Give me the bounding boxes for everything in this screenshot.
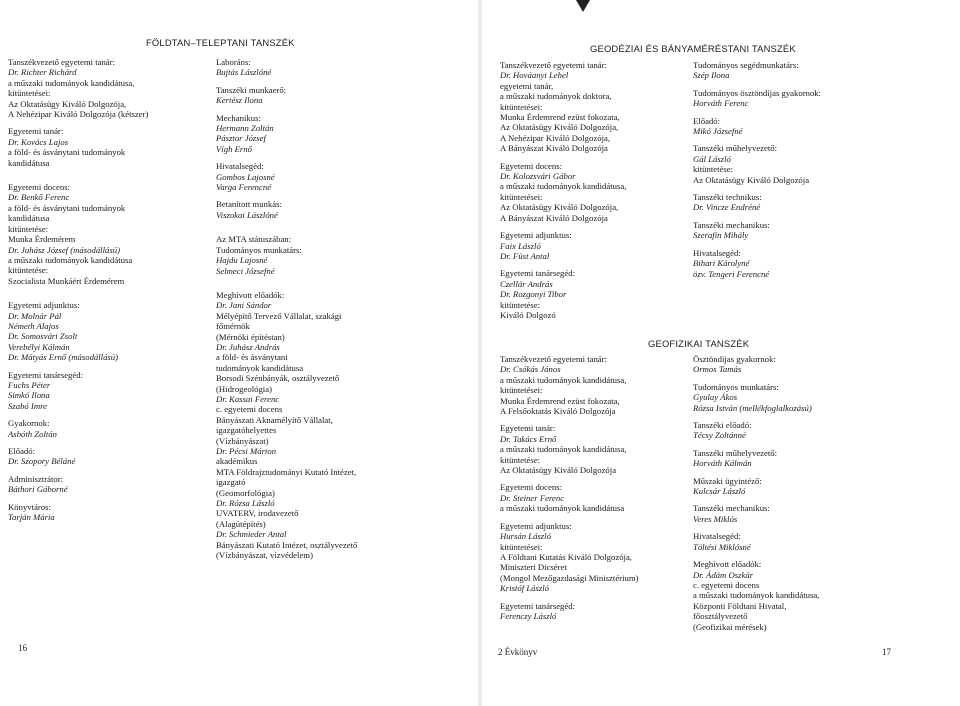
spacer xyxy=(500,223,626,230)
spacer xyxy=(8,467,148,474)
text-line: kandidátusa xyxy=(8,157,50,168)
text-line: kitüntetései: xyxy=(500,541,543,552)
text-line: (Mongol Mezőgazdasági Minisztérium) xyxy=(500,572,639,583)
spacer xyxy=(8,286,148,293)
text-line: Hivatalsegéd: xyxy=(216,161,264,172)
text-line: a föld- és ásványtani tudományok xyxy=(8,202,126,213)
text-line: Mélyépítő Tervező Vállalat, szakági xyxy=(216,310,342,321)
person-name: Dr. Hováanyi Lehel xyxy=(500,70,569,81)
text-line: Egyetemi tanársegéd: xyxy=(500,268,576,279)
person-name: Asbóth Zoltán xyxy=(8,428,57,439)
spacer xyxy=(216,276,357,283)
spacer xyxy=(500,416,638,423)
person-name: Técsy Zoltánné xyxy=(693,430,746,441)
person-name: Dr. Richter Richárd xyxy=(8,67,77,78)
text-line: kitüntetései: xyxy=(500,101,543,112)
spacer xyxy=(8,168,148,175)
text-line: A Bányászat Kiváló Dolgozója xyxy=(500,212,608,223)
text-line: Egyetemi docens: xyxy=(500,482,563,493)
person-name: Dr. Szopory Béláné xyxy=(8,456,76,467)
text-line: Tanszéki előadó: xyxy=(693,420,752,431)
text-line: A Földtani Kutatás Kiváló Dolgozója, xyxy=(500,551,632,562)
person-name: Hajdu Lajosné xyxy=(216,255,268,266)
text-line: kitüntetése: xyxy=(8,223,49,234)
text-line: Az Oktatásügy Kiváló Dolgozója xyxy=(693,174,810,185)
spacer xyxy=(693,375,819,382)
spacer xyxy=(216,78,357,85)
text-line: a műszaki tudományok kandidátusa, xyxy=(693,590,820,601)
person-name: Hursán László xyxy=(500,531,551,542)
text-line: (Mérnöki építéstan) xyxy=(216,331,285,342)
text-line: Egyetemi adjunktus: xyxy=(8,300,80,311)
person-name: Kristóf László xyxy=(500,583,550,594)
footer-label: 2 Évkönyv xyxy=(498,647,538,657)
spacer xyxy=(8,411,148,418)
text-line: (Alagútépítés) xyxy=(216,518,266,529)
spacer xyxy=(693,81,821,88)
text-line: Előadó: xyxy=(8,446,36,456)
text-line: Mechanikus: xyxy=(216,112,261,123)
person-name: Kulcsár László xyxy=(693,486,746,497)
right-column-3 xyxy=(500,354,638,621)
person-name: Szép Ilona xyxy=(693,70,730,81)
text-line: (Geofizikai mérések) xyxy=(693,621,767,632)
person-name: Ferenczy László xyxy=(500,610,557,621)
text-line: főmérnök xyxy=(216,321,250,332)
person-name: Bihari Károlyné xyxy=(693,258,750,269)
person-name: Kertész Ilona xyxy=(216,95,263,106)
text-line: (Vízbányászat, vízvédelem) xyxy=(216,550,313,561)
text-line: Laboráns: xyxy=(216,57,251,67)
text-line: A Nehézipar Kiváló Dolgozója (kétszer) xyxy=(8,109,149,120)
spacer xyxy=(693,241,821,248)
text-line: kitüntetése: xyxy=(8,265,49,276)
text-line: Könyvtáros: xyxy=(8,501,51,512)
person-name: Dr. Molnár Pál xyxy=(8,310,62,321)
spacer xyxy=(693,441,819,448)
person-name: Varga Ferencné xyxy=(216,182,272,193)
text-line: (Geomorfológia) xyxy=(216,487,275,498)
department-heading: GEODÉZIAI ÉS BÁNYAMÉRÉSTANI TANSZÉK xyxy=(590,43,796,54)
person-name: Németh Alajos xyxy=(8,320,59,331)
text-line: a föld- és ásványtani xyxy=(216,352,288,363)
spacer xyxy=(500,594,638,601)
spacer xyxy=(693,413,819,420)
spacer xyxy=(693,552,819,559)
person-name: Dr. Kovács Lajos xyxy=(8,136,69,147)
text-line: Tudományos segédmunkatárs: xyxy=(693,60,799,70)
spacer xyxy=(8,363,148,370)
spacer xyxy=(500,154,626,161)
person-name: Verebélyi Kálmán xyxy=(8,341,70,352)
text-line: Tanszéki munkaerő: xyxy=(216,84,287,95)
text-line: a műszaki tudományok kandidátusa, xyxy=(500,181,627,192)
spacer xyxy=(216,220,357,227)
text-line: Hivatalsegéd: xyxy=(693,531,741,542)
text-line: Központi Földtani Hivatal, xyxy=(693,600,787,611)
text-line: Meghívott előadók: xyxy=(216,289,285,300)
text-line: a műszaki tudományok kandidátusa, xyxy=(500,444,627,455)
page-fold xyxy=(478,0,482,706)
text-line: Tanszéki technikus: xyxy=(693,192,762,203)
text-line: Szocialista Munkáért Érdemérem xyxy=(8,275,125,286)
text-line: Egyetemi adjunktus: xyxy=(500,230,572,241)
right-column-4 xyxy=(693,354,819,632)
text-line: Egyetemi adjunktus: xyxy=(500,520,572,531)
text-line: MTA Földrajztudományi Kutató Intézet, xyxy=(216,466,357,477)
spacer xyxy=(500,514,638,521)
spacer xyxy=(693,469,819,476)
text-line: a műszaki tudományok kandidátusa xyxy=(8,254,133,265)
person-name: Dr. Benkő Ferenc xyxy=(8,192,70,203)
text-line: Bányászati Aknamélyítő Vállalat, xyxy=(216,414,333,425)
person-name: Mikó Józsefné xyxy=(693,126,743,137)
person-name: Rózsa István (mellékfoglalkozású) xyxy=(693,402,812,413)
person-name: Dr. Juhász András xyxy=(216,341,280,352)
text-line: Előadó: xyxy=(693,115,721,126)
person-name: Gál László xyxy=(693,153,731,164)
text-line: Bányászati Kutató Intézet, osztályvezető xyxy=(216,539,358,550)
spacer xyxy=(693,136,821,143)
spacer xyxy=(693,496,819,503)
person-name: Horváth Ferenc xyxy=(693,98,749,109)
text-line: Egyetemi tanár: xyxy=(8,126,64,137)
text-line: (Hidrogeológia) xyxy=(216,383,272,394)
text-line: Tudományos munkatárs: xyxy=(216,244,302,255)
spacer xyxy=(693,109,821,116)
text-line: tudományok kandidátusa xyxy=(216,362,304,373)
text-line: a műszaki tudományok kandidátusa xyxy=(500,503,625,514)
spacer xyxy=(500,261,626,268)
person-name: Viszokai Lászlóné xyxy=(216,209,278,220)
text-line: a föld- és ásványtani tudományok xyxy=(8,147,126,158)
person-name: Fuchs Péter xyxy=(8,379,51,390)
spacer xyxy=(216,283,357,290)
department-heading: FÖLDTAN–TELEPTANI TANSZÉK xyxy=(146,37,295,48)
text-line: kitüntetése: xyxy=(500,299,541,310)
person-name: Dr. Ádám Oszkár xyxy=(693,569,754,580)
spacer xyxy=(216,154,357,161)
text-line: Az Oktatásügy Kiváló Dolgozója, xyxy=(500,202,619,213)
text-line: egyetemi tanár, xyxy=(500,80,554,91)
text-line: Betanított munkás: xyxy=(216,199,282,210)
text-line: Tanszéki mechanikus: xyxy=(693,219,770,230)
person-name: Dr. Rozgonyi Tibor xyxy=(500,289,567,300)
text-line: Adminisztrátor: xyxy=(8,473,64,484)
text-line: Az Oktatásügy Kiváló Dolgozója xyxy=(500,465,617,476)
person-name: Dr. Rózsa László xyxy=(216,498,275,509)
spacer xyxy=(8,439,148,446)
text-line: c. egyetemi docens xyxy=(216,404,283,415)
text-line: Tanszéki műhelyvezető: xyxy=(693,143,778,154)
person-name: Töltési Miklósné xyxy=(693,541,751,552)
person-name: Szabó Imre xyxy=(8,400,48,411)
text-line: Tudományos munkatárs: xyxy=(693,381,779,392)
spacer xyxy=(693,213,821,220)
text-line: UVATERV, irodavezető xyxy=(216,508,299,519)
text-line: A Nehézipar Kiváló Dolgozója, xyxy=(500,132,611,143)
person-name: Hermann Zoltán xyxy=(216,123,274,134)
text-line: Munka Érdemrend ezüst fokozata, xyxy=(500,112,620,123)
person-name: Szerafin Mihály xyxy=(693,230,749,241)
person-name: Dr. Schmieder Antal xyxy=(216,529,287,540)
left-page xyxy=(0,0,476,706)
spacer xyxy=(216,227,357,234)
right-page xyxy=(484,0,960,706)
right-column-1 xyxy=(500,60,626,320)
spacer xyxy=(8,175,148,182)
text-line: Egyetemi tanársegéd: xyxy=(500,600,576,611)
person-name: Dr. Csókás János xyxy=(500,364,561,375)
text-line: kitüntetése: xyxy=(500,454,541,465)
person-name: Dr. Somosvári Zsolt xyxy=(8,331,78,342)
person-name: Veres Miklós xyxy=(693,513,738,524)
spacer xyxy=(8,495,148,502)
text-line: A Bányászat Kiváló Dolgozója xyxy=(500,143,608,154)
text-line: akadémikus xyxy=(216,456,258,467)
text-line: Műszaki ügyintéző: xyxy=(693,475,762,486)
person-name: Dr. Jani Sándor xyxy=(216,300,272,311)
text-line: kitüntetései: xyxy=(500,191,543,202)
text-line: a műszaki tudományok kandidátusa, xyxy=(500,374,627,385)
spacer xyxy=(8,293,148,300)
text-line: Tanszékvezető egyetemi tanár: xyxy=(500,354,607,364)
person-name: Vígh Ernő xyxy=(216,143,252,154)
person-name: Faix László xyxy=(500,240,541,251)
page-number: 17 xyxy=(882,647,891,657)
text-line: Tanszékvezető egyetemi tanár: xyxy=(500,60,607,70)
page-number: 16 xyxy=(18,643,27,653)
person-name: Dr. Kassai Ferenc xyxy=(216,393,280,404)
text-line: Egyetemi docens: xyxy=(500,160,563,171)
text-line: A Felsőoktatás Kiváló Dolgozója xyxy=(500,406,616,417)
person-name: Dr. Füst Antal xyxy=(500,250,550,261)
text-line: Kiváló Dolgozó xyxy=(500,309,556,320)
text-line: a műszaki tudományok kandidátusa, xyxy=(8,77,135,88)
text-line: főosztályvezető xyxy=(693,611,748,622)
text-line: Az MTA státuszában: xyxy=(216,234,292,245)
text-line: (Vízbányászat) xyxy=(216,435,269,446)
text-line: Tanszékvezető egyetemi tanár: xyxy=(8,57,115,67)
person-name: Ormos Tamás xyxy=(693,364,742,375)
right-column-2 xyxy=(693,60,821,279)
text-line: Ösztöndíjas gyakornok: xyxy=(693,354,776,364)
text-line: Egyetemi tanársegéd: xyxy=(8,369,84,380)
text-line: Egyetemi docens: xyxy=(8,182,71,193)
person-name: Dr. Steiner Ferenc xyxy=(500,492,565,503)
text-line: kandidátusa xyxy=(8,213,50,224)
person-name: Horváth Kálmán xyxy=(693,458,752,469)
person-name: özv. Tengeri Ferencné xyxy=(693,268,770,279)
person-name: Dr. Vincze Endréné xyxy=(693,202,761,213)
person-name: Dr. Takács Ernő xyxy=(500,433,557,444)
person-name: Czellár András xyxy=(500,278,553,289)
person-name: Gyulay Ákos xyxy=(693,392,738,403)
text-line: igazgatóhelyettes xyxy=(216,425,277,436)
spacer xyxy=(8,119,148,126)
text-line: kitüntetései: xyxy=(8,88,51,99)
text-line: Meghívott előadók: xyxy=(693,559,762,570)
person-name: Pásztor József xyxy=(216,133,266,144)
text-line: Miniszteri Dicséret xyxy=(500,562,567,573)
person-name: Dr. Mátyás Ernő (másodállású) xyxy=(8,352,119,363)
text-line: Tanszéki mechanikus: xyxy=(693,503,770,514)
person-name: Bujtás Lászlóné xyxy=(216,67,272,78)
spacer xyxy=(693,524,819,531)
text-line: Az Oktatásügy Kiváló Dolgozója, xyxy=(8,98,127,109)
text-line: a műszaki tudományok doktora, xyxy=(500,91,612,102)
person-name: Dr. Juhász József (másodállású) xyxy=(8,244,120,255)
spacer xyxy=(216,192,357,199)
text-line: kitüntetése: xyxy=(693,164,734,175)
person-name: Dr. Pécsi Márton xyxy=(216,446,277,456)
text-line: Gyakornok: xyxy=(8,418,50,429)
text-line: Tudományos ösztöndíjas gyakornok: xyxy=(693,87,822,98)
person-name: Selmeci Józsefné xyxy=(216,265,275,276)
text-line: c. egyetemi docens xyxy=(693,579,760,590)
text-line: Borsodi Szénbányák, osztályvezető xyxy=(216,373,340,384)
person-name: Tarján Mária xyxy=(8,512,55,523)
spacer xyxy=(500,475,638,482)
text-line: Hivatalsegéd: xyxy=(693,247,741,258)
department-heading: GEOFIZIKAI TANSZÉK xyxy=(648,338,750,349)
text-line: igazgató xyxy=(216,477,246,488)
person-name: Báthori Gáborné xyxy=(8,484,68,495)
left-column-1 xyxy=(8,57,148,522)
person-name: Simkó Ilona xyxy=(8,390,50,401)
text-line: Tanszéki műhelyvezető: xyxy=(693,447,778,458)
spacer xyxy=(693,185,821,192)
person-name: Gombos Lajosné xyxy=(216,171,275,182)
left-column-2 xyxy=(216,57,357,560)
text-line: Az Oktatásügy Kiváló Dolgozója, xyxy=(500,122,619,133)
spacer xyxy=(216,106,357,113)
text-line: Munka Érdemérem xyxy=(8,234,76,245)
text-line: Egyetemi tanár: xyxy=(500,423,556,434)
person-name: Dr. Kolozsvári Gábor xyxy=(500,171,576,182)
text-line: Munka Érdemrend ezüst fokozata, xyxy=(500,395,620,406)
text-line: kitüntetései: xyxy=(500,385,543,396)
